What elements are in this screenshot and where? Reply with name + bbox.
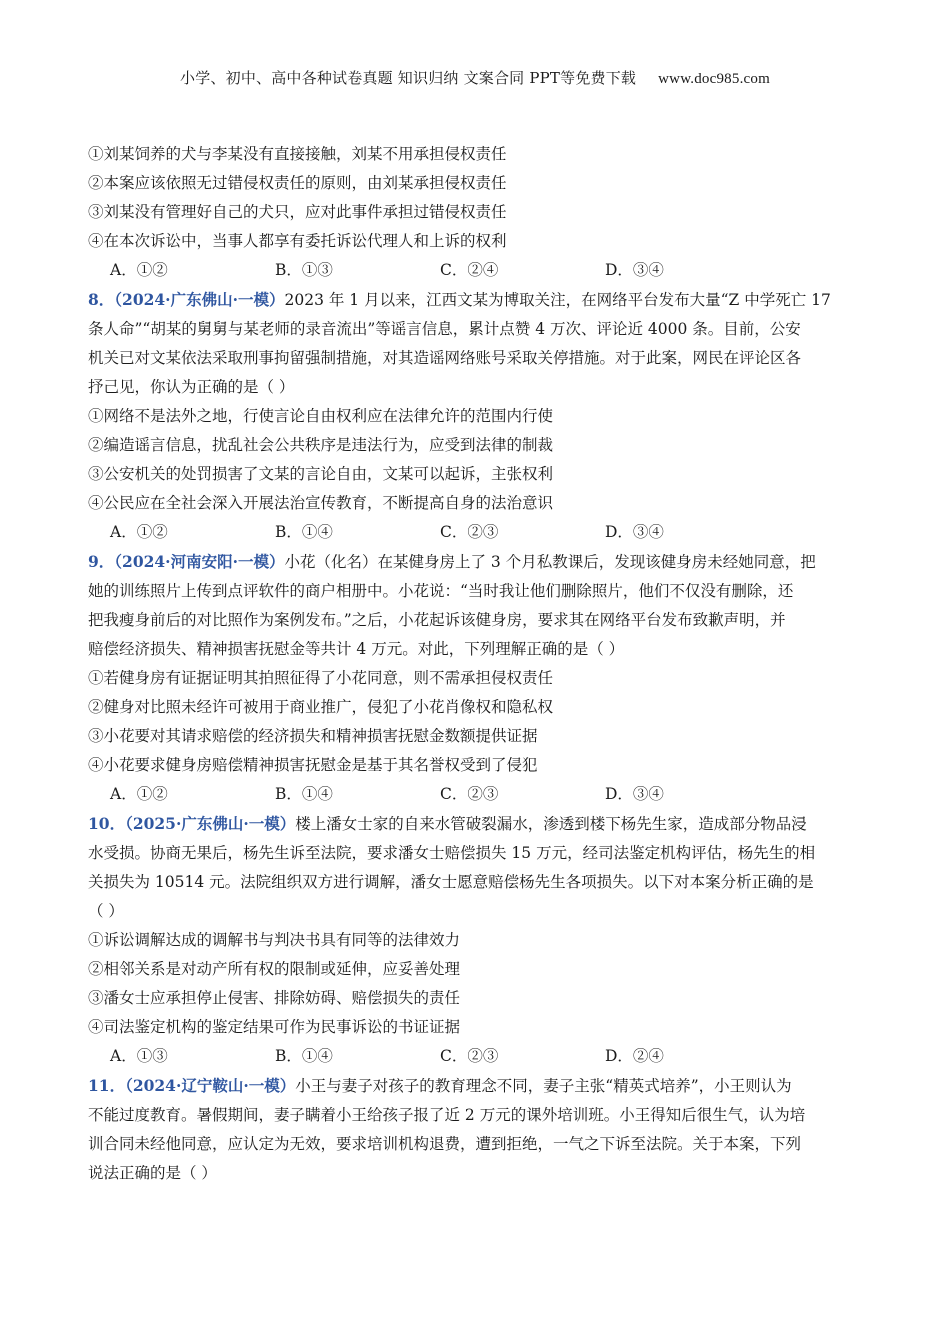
option-a[interactable]: A．①② <box>110 261 168 279</box>
option-b[interactable]: B．①④ <box>275 785 333 803</box>
page-header <box>0 67 950 88</box>
question-stem: 小王与妻子对孩子的教育理念不同，妻子主张“精英式培养”，小王则认为 <box>295 1077 792 1095</box>
answer-options <box>88 1042 864 1071</box>
statement: ④公民应在全社会深入开展法治宣传教育，不断提高自身的法治意识 <box>88 494 554 512</box>
document-body <box>88 140 864 1188</box>
statement: ①诉讼调解达成的调解书与判决书具有同等的法律效力 <box>88 931 461 949</box>
question-stem: 她的训练照片上传到点评软件的商户相册中。小花说：“当时我让他们删除照片，他们不仅没有删除，还 <box>88 582 794 600</box>
option-b[interactable]: B．①④ <box>275 1047 333 1065</box>
statement: ③潘女士应承担停止侵害、排除妨碍、赔偿损失的责任 <box>88 989 461 1007</box>
question-stem: 不能过度教育。暑假期间，妻子瞒着小王给孩子报了近 2 万元的课外培训班。小王得知后很生气，认为培 <box>88 1106 806 1124</box>
question-8 <box>88 285 864 547</box>
question-number: 9． <box>88 552 115 571</box>
question-stem: 楼上潘女士家的自来水管破裂漏水，渗透到楼下杨先生家，造成部分物品浸 <box>295 815 807 833</box>
question-source: （2025·广东佛山·一模） <box>125 814 296 833</box>
statement: ②编造谣言信息，扰乱社会公共秩序是违法行为，应受到法律的制裁 <box>88 436 554 454</box>
statement: ②健身对比照未经许可被用于商业推广，侵犯了小花肖像权和隐私权 <box>88 698 554 716</box>
question-source: （2024·辽宁鞍山·一模） <box>125 1076 296 1095</box>
option-c[interactable]: C．②③ <box>440 1047 499 1065</box>
statement: ④在本次诉讼中，当事人都享有委托诉讼代理人和上诉的权利 <box>88 232 507 250</box>
option-c[interactable]: C．②④ <box>440 261 499 279</box>
option-d[interactable]: D．②④ <box>605 1047 664 1065</box>
question-stem: 关损失为 10514 元。法院组织双方进行调解，潘女士愿意赔偿杨先生各项损失。以下对本案分析正确的是 <box>88 873 814 891</box>
question-number: 11． <box>88 1076 126 1095</box>
question-stem: 水受损。协商无果后，杨先生诉至法院，要求潘女士赔偿损失 15 万元，经司法鉴定机构评估，杨先生的相 <box>88 844 816 862</box>
statement: ③刘某没有管理好自己的犬只，应对此事件承担过错侵权责任 <box>88 203 507 221</box>
question-source: （2024·广东佛山·一模） <box>114 290 285 309</box>
option-d[interactable]: D．③④ <box>605 523 664 541</box>
question-stem: （ ） <box>88 902 124 920</box>
question-stem: 训合同未经他同意，应认定为无效，要求培训机构退费，遭到拒绝，一气之下诉至法院。关于本案，下列 <box>88 1135 802 1153</box>
question-number: 10． <box>88 814 126 833</box>
option-d[interactable]: D．③④ <box>605 261 664 279</box>
question-9 <box>88 547 864 809</box>
statement: ①若健身房有证据证明其拍照征得了小花同意，则不需承担侵权责任 <box>88 669 554 687</box>
question-stem: 抒己见，你认为正确的是（ ） <box>88 378 295 396</box>
option-b[interactable]: B．①③ <box>275 261 333 279</box>
question-stem: 小花（化名）在某健身房上了 3 个月私教课后，发现该健身房未经她同意，把 <box>284 553 816 571</box>
question-stem: 把我瘦身前后的对比照作为案例发布。”之后，小花起诉该健身房，要求其在网络平台发布致歉声明，并 <box>88 611 786 629</box>
option-a[interactable]: A．①② <box>110 523 168 541</box>
statement: ②相邻关系是对动产所有权的限制或延伸，应妥善处理 <box>88 960 461 978</box>
option-c[interactable]: C．②③ <box>440 523 499 541</box>
statement: ③公安机关的处罚损害了文某的言论自由，文某可以起诉，主张权利 <box>88 465 554 483</box>
header-title: 小学、初中、高中各种试卷真题 知识归纳 文案合同 PPT等免费下载 <box>180 69 637 87</box>
question-stem: 2023 年 1 月以来，江西文某为博取关注，在网络平台发布大量“Z 中学死亡 17 <box>284 291 831 309</box>
question-7-tail <box>88 140 864 285</box>
question-source: （2024·河南安阳·一模） <box>114 552 285 571</box>
statement: ④小花要求健身房赔偿精神损害抚慰金是基于其名誉权受到了侵犯 <box>88 756 538 774</box>
statement: ①网络不是法外之地，行使言论自由权利应在法律允许的范围内行使 <box>88 407 554 425</box>
answer-options <box>88 256 864 285</box>
question-stem: 机关已对文某依法采取刑事拘留强制措施，对其造谣网络账号采取关停措施。对于此案，网民在评论区各 <box>88 349 802 367</box>
option-c[interactable]: C．②③ <box>440 785 499 803</box>
statement: ③小花要对其请求赔偿的经济损失和精神损害抚慰金数额提供证据 <box>88 727 538 745</box>
header-site-link[interactable]: www.doc985.com <box>658 71 770 87</box>
question-10 <box>88 809 864 1071</box>
statement: ④司法鉴定机构的鉴定结果可作为民事诉讼的书证证据 <box>88 1018 461 1036</box>
question-stem: 说法正确的是（ ） <box>88 1164 217 1182</box>
answer-options <box>88 780 864 809</box>
answer-options <box>88 518 864 547</box>
question-stem: 赔偿经济损失、精神损害抚慰金等共计 4 万元。对此，下列理解正确的是（ ） <box>88 640 625 658</box>
option-a[interactable]: A．①③ <box>110 1047 168 1065</box>
question-number: 8． <box>88 290 115 309</box>
option-d[interactable]: D．③④ <box>605 785 664 803</box>
option-b[interactable]: B．①④ <box>275 523 333 541</box>
statement: ①刘某饲养的犬与李某没有直接接触，刘某不用承担侵权责任 <box>88 145 507 163</box>
question-11 <box>88 1071 864 1188</box>
question-stem: 条人命”“胡某的舅舅与某老师的录音流出”等谣言信息，累计点赞 4 万次、评论近 4000 条。目前，公安 <box>88 320 801 338</box>
statement: ②本案应该依照无过错侵权责任的原则，由刘某承担侵权责任 <box>88 174 507 192</box>
option-a[interactable]: A．①② <box>110 785 168 803</box>
